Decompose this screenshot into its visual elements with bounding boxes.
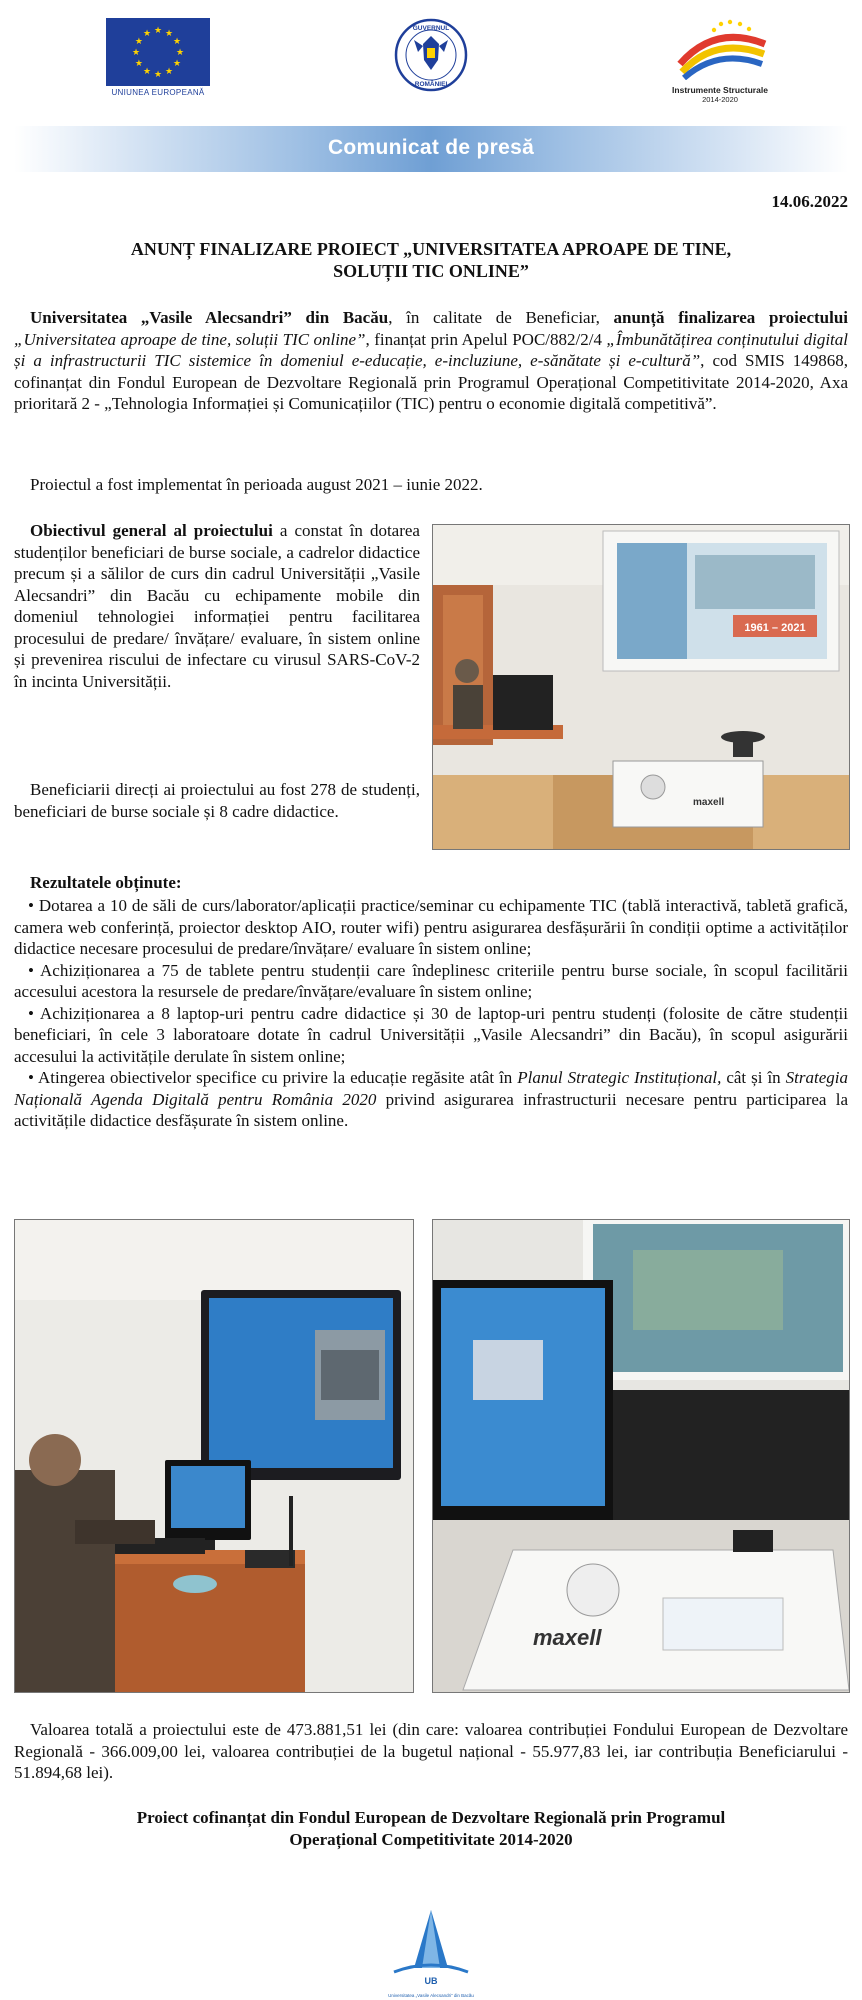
projector-brand-1: maxell [693, 797, 725, 808]
eu-star-icon: ★ [142, 66, 152, 77]
result-item-3: • Achiziționarea a 8 laptop-uri pentru cadre didactice și 30 de laptop-uri pentru studenți (folosite de către studenții beneficiari, în cele 3 laboratoare dotate în cadrul Universității „Vasile Alecsandri” din Bacău), în scopul asigurării accesului la activitățile derulate în sistem online; [14, 1003, 848, 1066]
call-name: „Îmbunătățirea conținutului digital și a infrastructurii TIC sistemice în domeniul e-educație, e-incluziune, e-sănătate și e-cultură” [14, 329, 848, 370]
result-4-text-1: • Atingerea obiectivelor specifice cu privire la educație regăsite atât în [28, 1068, 518, 1087]
projector-brand-2: maxell [533, 1625, 602, 1650]
intro-paragraph [14, 307, 848, 415]
banner-title: Comunicat de presă [327, 136, 535, 159]
implementation-period: Proiectul a fost implementat în perioada august 2021 – iunie 2022. [30, 475, 483, 494]
results-heading: Rezultatele obținute: [30, 873, 182, 892]
cofinancing-statement [14, 1807, 848, 1851]
document-title [40, 238, 822, 282]
eu-flag-icon [106, 18, 210, 86]
eu-star-icon: ★ [173, 58, 182, 68]
result-4-text-2: cât și în [721, 1068, 786, 1087]
classroom-projector-photo [432, 524, 850, 850]
cofinancing-line-2: Operațional Competitivitate 2014-2020 [289, 1830, 573, 1849]
results-list [14, 895, 848, 1132]
objective-heading: Obiectivul general al proiectului [30, 521, 273, 540]
result-4-italic-2: Strategia Națională Agenda Digitală pentru România 2020 [14, 1068, 848, 1109]
university-logo-icon [386, 1908, 476, 1988]
press-release-banner [14, 126, 848, 172]
structural-instruments-icon [660, 14, 780, 80]
intro-bold-2: anunță finalizarea proiectului [613, 308, 849, 327]
svg-text:UB: UB [424, 1976, 438, 1986]
title-line-1: ANUNȚ FINALIZARE PROIECT „UNIVERSITATEA APROAPE DE TINE, [130, 239, 732, 259]
eu-star-icon: ★ [164, 66, 174, 77]
eu-star-icon: ★ [153, 25, 163, 35]
result-item-2: • Achiziționarea a 75 de tablete pentru studenții care îndeplinesc criteriile pentru burse sociale, în scopul facilitării accesului acestora la resursele de predare/învățare/evaluare în sistem online; [14, 960, 848, 1001]
university-logo-caption: Universitatea „Vasile Alecsandri” din Bacău [388, 1993, 474, 1998]
is-caption-2: 2014-2020 [702, 95, 738, 104]
projector-screen-text: 1961 – 2021 [744, 622, 806, 634]
result-item-4 [14, 1067, 848, 1132]
beneficiaries-paragraph: Beneficiarii direcți ai proiectului au fost 278 de studenți, beneficiari de burse sociale și 8 cadre didactice. [14, 780, 420, 821]
gov-text-top: GUVERNUL [412, 25, 450, 32]
eu-star-icon: ★ [142, 27, 152, 38]
result-4-text-3: privind asigurarea infrastructurii necesare pentru participarea la activitățile didactice desfășurate în sistem online. [14, 1089, 848, 1130]
computer-workstation-photo [14, 1219, 414, 1693]
eu-star-icon: ★ [153, 69, 163, 79]
eu-star-icon: ★ [173, 36, 182, 46]
cofinancing-line-1: Proiect cofinanțat din Fondul European de Dezvoltare Regională prin Programul [136, 1808, 726, 1827]
objective-text: a constat în dotarea studenților beneficiari de burse sociale, a cadrelor didactice precum și a sălilor de curs din cadrul Universității „Vasile Alecsandri” din Bacău cu echipamente mobile din domeniul tehnologiei informației pentru facilitarea procesului de predare/ învățare/ evaluare, în sistem online și prevenirea riscului de infectare cu virusul SARS-CoV-2 în incinta Universității. [14, 521, 420, 691]
eu-logo [106, 18, 210, 98]
eu-star-icon: ★ [164, 27, 174, 38]
university-name: Universitatea „Vasile Alecsandri” din Bacău [30, 308, 389, 327]
objective-paragraph [14, 520, 420, 692]
government-logo [394, 18, 468, 92]
project-name: „Universitatea aproape de tine, soluții TIC online” [14, 329, 366, 349]
eu-logo-caption: UNIUNEA EUROPEANĂ [111, 88, 205, 97]
gov-text-bottom: ROMÂNIEI [414, 81, 448, 88]
intro-text-3: , finanțat prin Apelul POC/882/2/4 [365, 329, 607, 349]
eu-star-icon: ★ [134, 36, 143, 46]
eu-star-icon: ★ [134, 58, 143, 68]
title-line-2: SOLUȚII TIC ONLINE” [333, 261, 529, 281]
intro-text-1: , în calitate de Beneficiar, [388, 308, 614, 327]
release-date: 14.06.2022 [771, 192, 848, 211]
project-value-paragraph: Valoarea totală a proiectului este de 473.881,51 lei (din care: valoarea contribuției Fondului European de Dezvoltare Regională - 366.009,00 lei, valoarea contribuției de la bugetul național - 55.977,83 lei, iar contribuția Beneficiarului - 51.894,68 lei). [14, 1720, 848, 1782]
structural-instruments-logo [660, 14, 780, 110]
result-item-1: • Dotarea a 10 de săli de curs/laborator/aplicații practice/seminar cu echipamente TIC (tablă interactivă, tabletă grafică, camera web conferință, proiector desktop AIO, router wifi) pentru asigurarea desfășurării în condiții optime a activităților didactice necesare procesului de predare/învățare/ evaluare în sistem online; [14, 896, 848, 958]
eu-star-icon: ★ [131, 47, 141, 57]
intro-text-4: , cod SMIS 149868, cofinanțat din Fondul European de Dezvoltare Regională prin Programul Operațional Competitivitate 2014-2020, Axa prioritară 2 - „Tehnologia Informației și Comunicațiilor (TIC) pentru o economie digitală competitivă”. [14, 351, 848, 413]
eu-star-icon: ★ [175, 47, 185, 57]
is-caption-1: Instrumente Structurale [672, 85, 768, 95]
smartboard-projector-photo [432, 1219, 850, 1693]
result-4-italic-1: Planul Strategic Instituțional, [517, 1068, 722, 1087]
university-logo [386, 1908, 476, 1996]
